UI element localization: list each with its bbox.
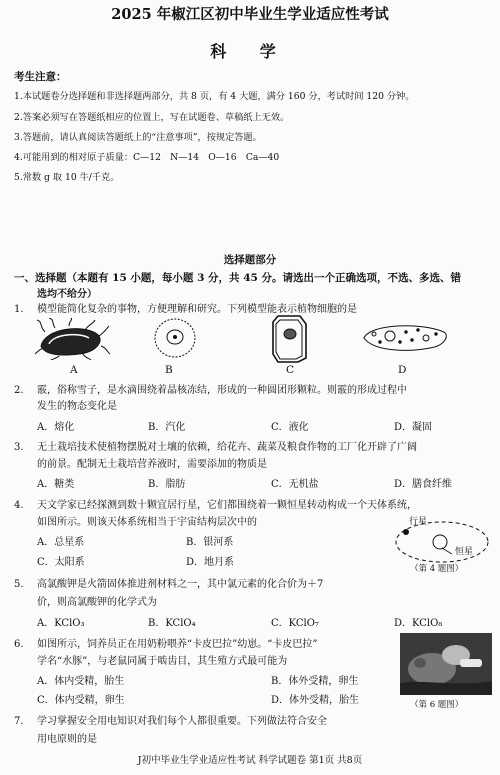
option-a[interactable]: A．熔化 (37, 422, 75, 433)
question-number: 2. (14, 385, 24, 396)
option-d[interactable]: D．体外受精，胎生 (271, 695, 360, 706)
figure-caption: （第 4 题图） (410, 564, 464, 574)
question-number: 5. (14, 579, 24, 590)
option-a[interactable]: A．总星系 (37, 537, 85, 548)
option-b[interactable]: B．汽化 (148, 422, 186, 433)
cell-model-a (35, 318, 110, 360)
question-number: 4. (14, 500, 24, 511)
cell-model-d (360, 318, 450, 354)
question-text: 霰，俗称雪子，是水滴围绕着晶核冻结，形成的一种圆团形颗粒。则霰的形成过程中 (37, 385, 407, 396)
capybara-photo (400, 633, 492, 695)
option-label-d: D (398, 364, 407, 376)
option-label-b: B (165, 364, 173, 376)
option-label-c: C (286, 364, 295, 376)
option-c[interactable]: C．体内受精，卵生 (37, 695, 125, 706)
option-b[interactable]: B．脂肪 (148, 479, 186, 490)
option-a[interactable]: A．体内受精，胎生 (37, 676, 125, 687)
option-b[interactable]: B．银河系 (186, 537, 234, 548)
option-c[interactable]: C．KClO₇ (271, 618, 319, 629)
question-text: 的前景。配制无土栽培营养液时，需要添加的物质是 (37, 459, 267, 470)
option-d[interactable]: D．KClO₈ (394, 618, 443, 629)
option-d[interactable]: D．膳食纤维 (394, 479, 453, 490)
planet-label: 行星 (409, 517, 428, 527)
option-c[interactable]: C．液化 (271, 422, 309, 433)
question-text: 如图所示，饲养员正在用奶粉喂养“卡皮巴拉”幼崽。“卡皮巴拉” (37, 639, 318, 650)
section-intro: 一、选择题（本题有 15 小题，每小题 3 分，共 45 分。请选出一个正确选项，不选、多选、错 (14, 272, 461, 284)
question-text: 无土栽培技术使植物摆脱对土壤的依赖，给花卉、蔬菜及粮食作物的工厂化开辟了广阔 (37, 442, 417, 453)
option-c[interactable]: C．无机盐 (271, 479, 319, 490)
question-number: 6. (14, 639, 24, 650)
notice-item: 3.答题前，请认真阅读答题纸上的“注意事项”，按规定答题。 (14, 132, 262, 143)
question-text: 学名“水豚”，与老鼠同属于啮齿目，其生殖方式最可能为 (37, 656, 288, 667)
question-number: 7. (14, 716, 24, 727)
question-text: 发生的物态变化是 (37, 401, 117, 412)
question-text: 如图所示。则该天体系统相当于宇宙结构层次中的 (37, 517, 257, 528)
option-b[interactable]: B．KClO₄ (148, 618, 196, 629)
question-number: 1. (14, 304, 24, 315)
section-title: 选择题部分 (223, 254, 277, 266)
option-c[interactable]: C．太阳系 (37, 557, 85, 568)
option-a[interactable]: A．KClO₃ (37, 618, 85, 629)
notice-item: 2.答案必须写在答题纸相应的位置上，写在试题卷、草稿纸上无效。 (14, 112, 290, 123)
option-d[interactable]: D．地月系 (186, 557, 235, 568)
option-a[interactable]: A．糖类 (37, 479, 75, 490)
star-label: 恒星 (455, 547, 474, 557)
question-text: 学习掌握安全用电知识对我们每个人都很重要。下列做法符合安全 (37, 716, 327, 727)
question-text: 模型能简化复杂的事物，方便理解和研究。下列模型能表示植物细胞的是 (37, 304, 357, 315)
subject-title: 科 学 (210, 42, 290, 61)
notice-heading: 考生注意： (14, 71, 67, 83)
notice-item: 4.可能用到的相对原子质量：C—12 N—14 O—16 Ca—40 (14, 152, 280, 163)
question-text: 天文学家已经探测到数十颗宜居行星，它们都围绕着一颗恒星转动构成一个天体系统， (37, 500, 417, 511)
option-label-a: A (70, 364, 78, 376)
figure-caption: （第 6 题图） (410, 700, 464, 710)
question-number: 3. (14, 442, 24, 453)
question-text: 价，则高氯酸钾的化学式为 (37, 597, 157, 608)
exam-title: 2025 年椒江区初中毕业生学业适应性考试 (111, 6, 389, 23)
section-intro-cont: 选均不给分） (37, 289, 97, 300)
cell-model-b (150, 316, 200, 360)
page-footer: J初中毕业生学业适应性考试 科学试题卷 第1页 共8页 (137, 755, 363, 766)
notice-item: 5.常数 g 取 10 牛/千克。 (14, 172, 120, 183)
question-text: 高氯酸钾是火箭固体推进剂材料之一，其中氯元素的化合价为＋7 (37, 579, 324, 590)
cell-model-c (270, 314, 310, 364)
question-text: 用电原则的是 (37, 734, 97, 745)
option-d[interactable]: D．凝固 (394, 422, 433, 433)
notice-item: 1.本试题卷分选择题和非选择题两部分，共 8 页，有 4 大题，满分 160 分，考试时间 120 分钟。 (14, 91, 415, 102)
option-b[interactable]: B．体外受精，卵生 (271, 676, 359, 687)
